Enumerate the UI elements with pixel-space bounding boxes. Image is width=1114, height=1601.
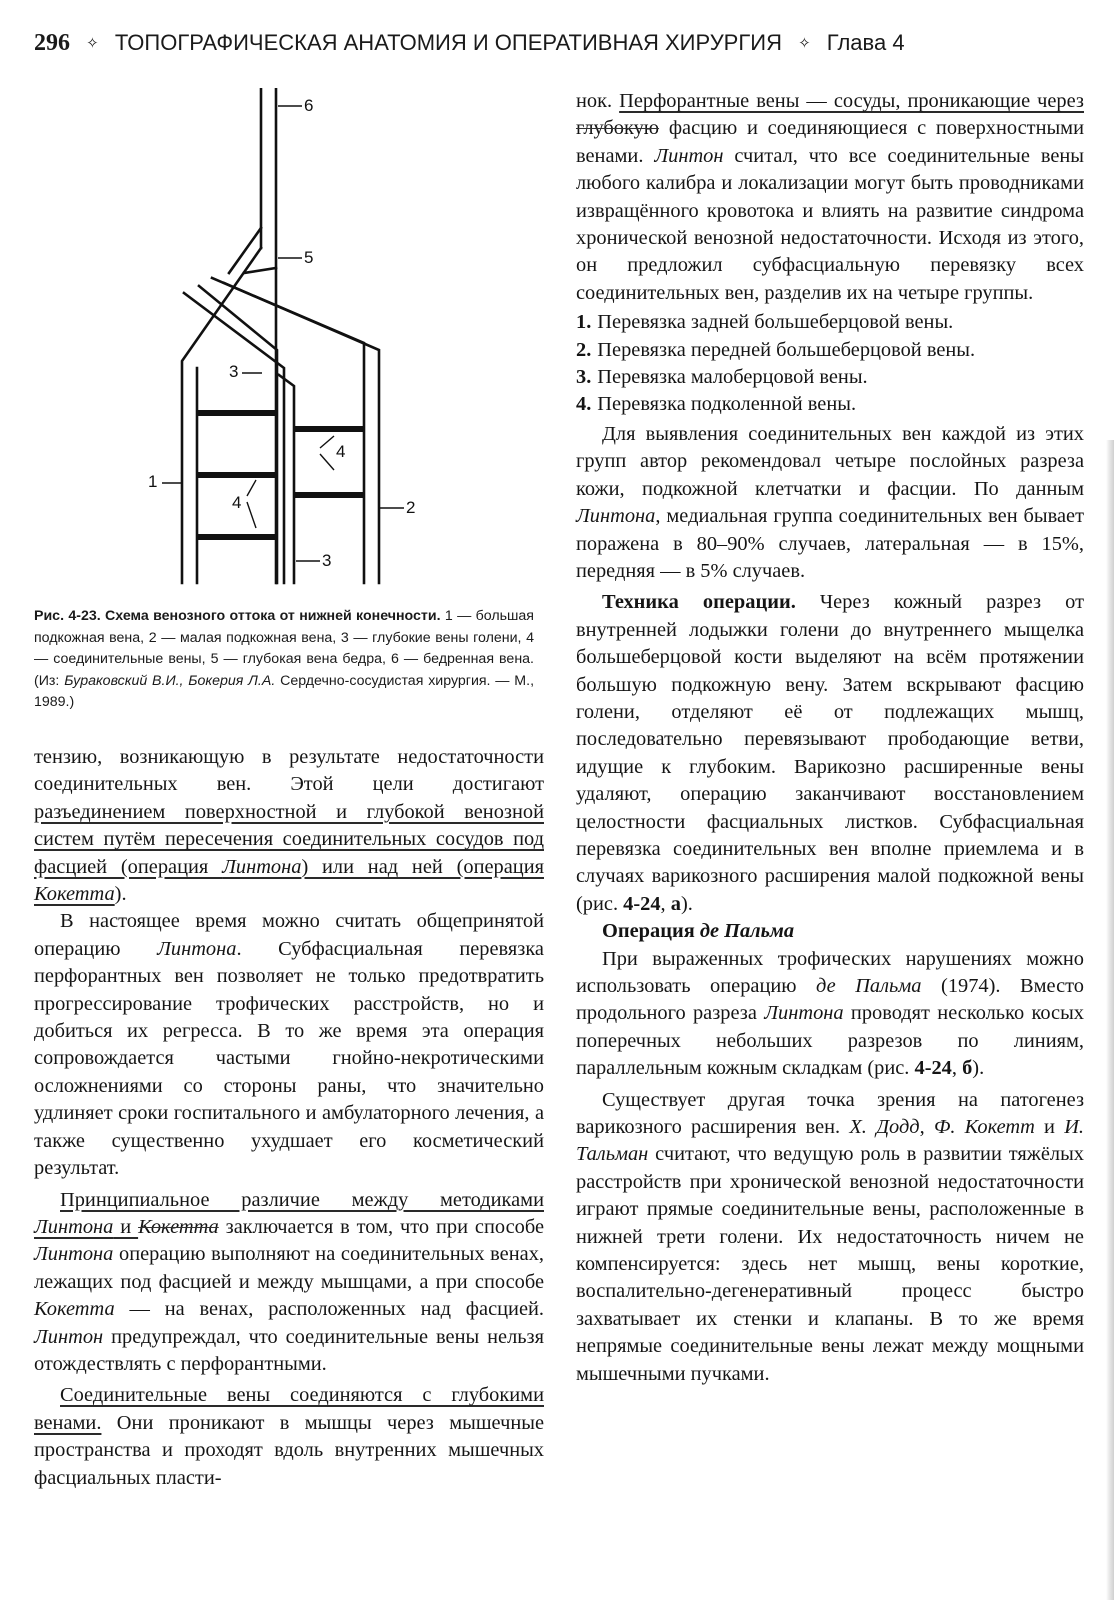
chapter-label: Глава 4 xyxy=(826,30,905,55)
text-run: и xyxy=(113,1215,139,1238)
paragraph xyxy=(576,1087,1084,1388)
caption-body: 1 — большая подкожная вена, 2 — малая подкожная вена, 3 — глубокие вены голени, 4 — соединительные вены, 5 — глубокая вена бедра, 6 — бедренная вена. (Из: xyxy=(34,608,534,689)
italic-name: Линтона xyxy=(34,1243,114,1266)
paragraph xyxy=(34,908,544,1182)
text-run: При выраженных трофических нарушениях можно использовать операцию xyxy=(576,947,1084,997)
list-item xyxy=(576,391,1084,418)
italic-name: Кокетта xyxy=(34,1298,115,1321)
right-column xyxy=(576,88,1084,1388)
underlined-text: Перфорантные вены — сосуды, проникающие через xyxy=(619,90,1084,112)
text-run: Они проникают в мышцы через мышечные пространства и проходят вдоль внутренних мышечных фасциальных пласти- xyxy=(34,1411,544,1489)
caption-title: Рис. 4-23. Схема венозного оттока от нижней конечности. xyxy=(34,608,441,624)
paragraph xyxy=(34,1187,544,1379)
italic-name: Линтона xyxy=(222,855,302,878)
figure-reference-letter: а xyxy=(670,892,681,915)
paragraph xyxy=(576,421,1084,585)
text-run: операцию выполняют на соединительных венах, лежащих под фасцией и между мышцами, а при способе xyxy=(34,1243,544,1293)
list-text: Перевязка малоберцовой вены. xyxy=(597,366,868,389)
book-title: ТОПОГРАФИЧЕСКАЯ АНАТОМИЯ И ОПЕРАТИВНАЯ ХИРУРГИЯ xyxy=(114,30,782,55)
italic-name: Линтон xyxy=(34,1325,104,1348)
text-run: тензию, возникающую в результате недостаточности соединительных вен. Этой цели достигают xyxy=(34,746,544,796)
underlined-text: Принципиальное различие между методиками xyxy=(60,1188,544,1211)
figure-4-23 xyxy=(34,88,544,710)
run-in-heading: Техника операции. xyxy=(602,591,796,614)
list-item xyxy=(576,309,1084,336)
italic-name: Х. Додд xyxy=(849,1116,920,1139)
section-subheading xyxy=(576,918,1084,945)
text-run: заключается в том, что при способе xyxy=(218,1215,544,1238)
paragraph: При выраженных трофических нарушениях можно использовать операцию де Пальма (1974). Вместо продольного разреза Линтона проводят несколько косых поперечных небольших разрезов по линиям, параллельным кожным складкам (рис. 4-24, б). xyxy=(576,947,1085,1080)
text-run: считают, что ведущую роль в развитии тяжёлых расстройств при хронической венозной недостаточности играют прямые соединительные вены, расположенные в нижней трети голени. Их недостаточность ничем не компенсируется: здесь нет мышц, вены короткие, воспалительно-дегенеративный процесс быстро захватывает их стенки и клапаны. В то же время непрямые соединительные вены лежат между мощными мышечными пучками. xyxy=(576,1143,1084,1385)
numbered-list xyxy=(576,309,1084,419)
italic-name: Линтона xyxy=(576,505,656,528)
italic-name: Ф. Кокетт xyxy=(933,1116,1035,1139)
left-column xyxy=(34,88,544,1492)
figure-label-3: 3 xyxy=(322,551,332,570)
figure-label-3: 3 xyxy=(229,362,239,381)
list-number: 2. xyxy=(576,338,592,361)
text-run: считал, что все соединительные вены любого калибра и локализации могут быть проводниками извращённого кровотока и влиять на развитие синдрома хронической венозной недостаточности. Исходя из этого, он предложил субфасциальную перевязку всех соединительных вен, разделив их на четыре группы. xyxy=(576,144,1084,304)
text-run: — на венах, расположенных над фасцией. xyxy=(114,1298,544,1321)
italic-name: Линтон xyxy=(654,144,724,167)
scan-page-edge xyxy=(1106,440,1114,1600)
figure-label-5: 5 xyxy=(304,248,314,267)
italic-name: Линтона xyxy=(157,937,237,960)
underlined-text xyxy=(34,801,544,905)
text-run: ). xyxy=(680,892,693,915)
figure-label-4: 4 xyxy=(232,493,242,512)
text-run: ). xyxy=(114,883,127,906)
text-run: , xyxy=(919,1116,934,1139)
caption-authors: Бураковский В.И., Бокерия Л.А. xyxy=(64,672,276,689)
text-run: ) или над ней (операция xyxy=(301,855,544,878)
text-run: Существует другая точка зрения на патогенез варикозного расширения вен. xyxy=(576,1088,1084,1139)
venous-outflow-diagram xyxy=(34,88,544,588)
paragraph xyxy=(34,744,544,908)
list-number: 1. xyxy=(576,311,592,334)
list-number: 3. xyxy=(576,366,592,389)
text-run: (1974). Вместо продольного разреза xyxy=(576,975,1085,1025)
text-run: Через кожный разрез от внутренней лодыжки голени до внутреннего мыщелка большеберцовой кости выделяют на всём протяжении большую подкожную вену. Затем вскрывают фасцию голени, отделяют её от подлежащих мышц, последовательно перевязывают прободающие ветви, идущие к глубоким. Варикозно расширенные вены удаляют, операцию заканчивают восстановлением целостности фасциальных листков. Субфасциальная перевязка соединительных вен вполне приемлема и в случаях варикозного расширения малой подкожной вены (рис. xyxy=(576,591,1084,915)
paragraph xyxy=(576,88,1084,307)
running-head xyxy=(34,26,1034,60)
italic-name: И. Тальман xyxy=(576,1116,1085,1166)
page-number: 296 xyxy=(34,30,70,56)
caption-source: Сердечно-сосудистая хирургия. — М., 1989.) xyxy=(34,672,535,710)
struck-text: глубокую xyxy=(576,117,660,140)
list-number: 4. xyxy=(576,393,592,416)
italic-name: Линтона xyxy=(764,1002,844,1025)
list-text: Перевязка подколенной вены. xyxy=(597,393,857,416)
separator-icon: ✧ xyxy=(798,35,811,52)
text-run: предупреждал, что соединительные вены нельзя отождествлять с перфорантными. xyxy=(34,1325,544,1375)
figure-label-1: 1 xyxy=(148,472,158,491)
figure-reference: 4-24 xyxy=(623,892,661,915)
subheading-name: де Пальма xyxy=(699,920,795,943)
text-run: проводят несколько косых поперечных небольших разрезов по линиям, параллельным кожным складкам (рис. xyxy=(576,1002,1085,1080)
text-run: и xyxy=(1034,1116,1065,1139)
figure-caption xyxy=(34,606,534,714)
text-run: , медиальная группа соединительных вен бывает поражена в 80–90% случаев, латеральная — в 15%, передняя — в 5% случаев. xyxy=(576,505,1084,582)
text-run: ). xyxy=(972,1057,985,1080)
italic-name: Кокетта xyxy=(138,1215,219,1238)
figure-label-2: 2 xyxy=(406,498,416,517)
list-item xyxy=(576,337,1084,364)
text-run: нок. xyxy=(576,90,620,112)
text-run: В настоящее время можно считать общепринятой операцию xyxy=(34,910,544,960)
italic-name: Кокетта xyxy=(34,883,115,906)
subheading-text: Операция xyxy=(602,920,700,943)
list-text: Перевязка задней большеберцовой вены. xyxy=(597,311,954,334)
list-text: Перевязка передней большеберцовой вены. xyxy=(597,338,976,361)
underlined-text: Соединительные вены соединяются с глубокими венами. xyxy=(34,1384,544,1434)
italic-name: Линтона xyxy=(34,1215,114,1238)
figure-label-4: 4 xyxy=(336,442,346,461)
figure-reference: 4-24 xyxy=(914,1057,952,1080)
figure-label-6: 6 xyxy=(304,96,314,115)
italic-name: де Пальма xyxy=(816,975,922,997)
list-item xyxy=(576,364,1084,391)
paragraph: Техника операции. Через кожный разрез от внутренней лодыжки голени до внутреннего мыщелка большеберцовой кости выделяют на всём протяжении большую подкожную вену. Затем вскрывают фасцию голени, отделяют её от подлежащих мышц, последовательно перевязывают прободающие ветви, идущие к глубоким. Варикозно расширенные вены удаляют, операцию заканчивают восстановлением целостности фасциальных листков. Субфасциальная перевязка соединительных вен вполне приемлема и в случаях варикозного расширения малой подкожной вены (рис. 4-24, а). xyxy=(576,591,1084,915)
figure-reference-letter: б xyxy=(962,1057,973,1080)
text-run: . Субфасциальная перевязка перфорантных вен позволяет не только предотвратить прогрессирование трофических расстройств, но и добиться их регресса. В то же время эта операция сопровождается частыми гнойно-некротическими осложнениями со стороны раны, что значительно удлиняет сроки госпитального и амбулаторного лечения, а также существенно ухудшает его косметический результат. xyxy=(34,937,544,1180)
paragraph xyxy=(34,1382,544,1492)
text-run: разъединением поверхностной и глубокой венозной систем путём пересечения соединительных сосудов под фасцией (операция xyxy=(34,800,544,878)
text-run: фасцию и соединяющиеся с поверхностными венами. xyxy=(576,117,1084,167)
separator-icon: ✧ xyxy=(86,35,99,52)
text-run: Для выявления соединительных вен каждой из этих групп автор рекомендовал четыре послойных разреза кожи, подкожной клетчатки и фасции. По данным xyxy=(576,422,1084,500)
